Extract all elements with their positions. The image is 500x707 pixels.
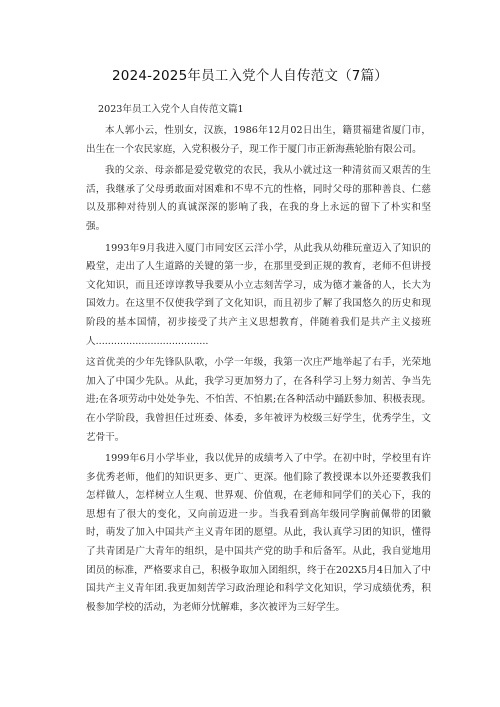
paragraph-young-pioneers: 这首优美的少年先锋队队歌，小学一年级，我第一次庄严地举起了右手，光荣地加入了中国少先队。从此，我学习更加努力了，在各科学习上努力刻苦、争当先进;在各项劳动中处处争先、不怕苦、不怕累;在各种活动中踊跃参加、积极表现。在小学阶段，我曾担任过班委、体委，多年被评为校级三好学生，优秀学生，文艺骨干。 [86,357,431,443]
document-title: 2024-2025年员工入党个人自传范文（7篇） [112,68,388,84]
article-heading: 2023年员工入党个人自传范文篇1 [98,104,244,115]
document-body [86,103,431,620]
paragraph-intro: 本人郭小云，性别女，汉族，1986年12月02日出生，籍贯福建省厦门市，出生在一个农民家庭，入党积极分子，现工作于厦门市正新海燕轮胎有限公司。 [86,125,431,155]
paragraph-primary-school: 1993年9月我进入厦门市同安区云洋小学，从此我从幼稚玩童迈入了知识的殿堂，走出了人生道路的关键的第一步，在那里受到正规的教育，老师不但讲授文化知识，而且还谆谆教导我要从小立志刻苦学习，成为德才兼备的人，长大为国效力。在这里不仅使我学到了文化知识，而且初步了解了我国悠久的历史和现阶段的基本国情，初步接受了共产主义思想教育，伴随着我们是共产主义接班人..................................... [86,242,431,347]
paragraph-parents: 我的父亲、母亲都是爱党敬党的农民，我从小就过这一种清贫而又艰苦的生活，我继承了父母勇敢面对困难和不卑不亢的性格，同时父母的那种善良、仁慈以及那种对待别人的真诚深深的影响了我，在我的身上永远的留下了朴实和坚强。 [86,165,431,232]
paragraph-middle-school: 1999年6月小学毕业，我以优异的成绩考入了中学。在初中时，学校里有许多优秀老师，他们的知识更多、更广、更深。他们除了教授课本以外还要教我们怎样做人，怎样树立人生观、世界观、价值观，在老师和同学们的关心下，我的思想有了很大的变化，又向前迈进一步。当我看到高年级同学胸前佩带的团徽时，萌发了加入中国共产主义青年团的愿望。从此，我认真学习团的知识，懂得了共青团是广大青年的组织，是中国共产党的助手和后备军。从此，我自觉地用团员的标准，严格要求自己，积极争取加入团组织，终于在202X5月4日加入了中国共产主义青年团.我更加刻苦学习政治理论和科学文化知识，学习成绩优秀，积极参加学校的活动，为老师分忧解难，多次被评为三好学生。 [86,453,431,613]
